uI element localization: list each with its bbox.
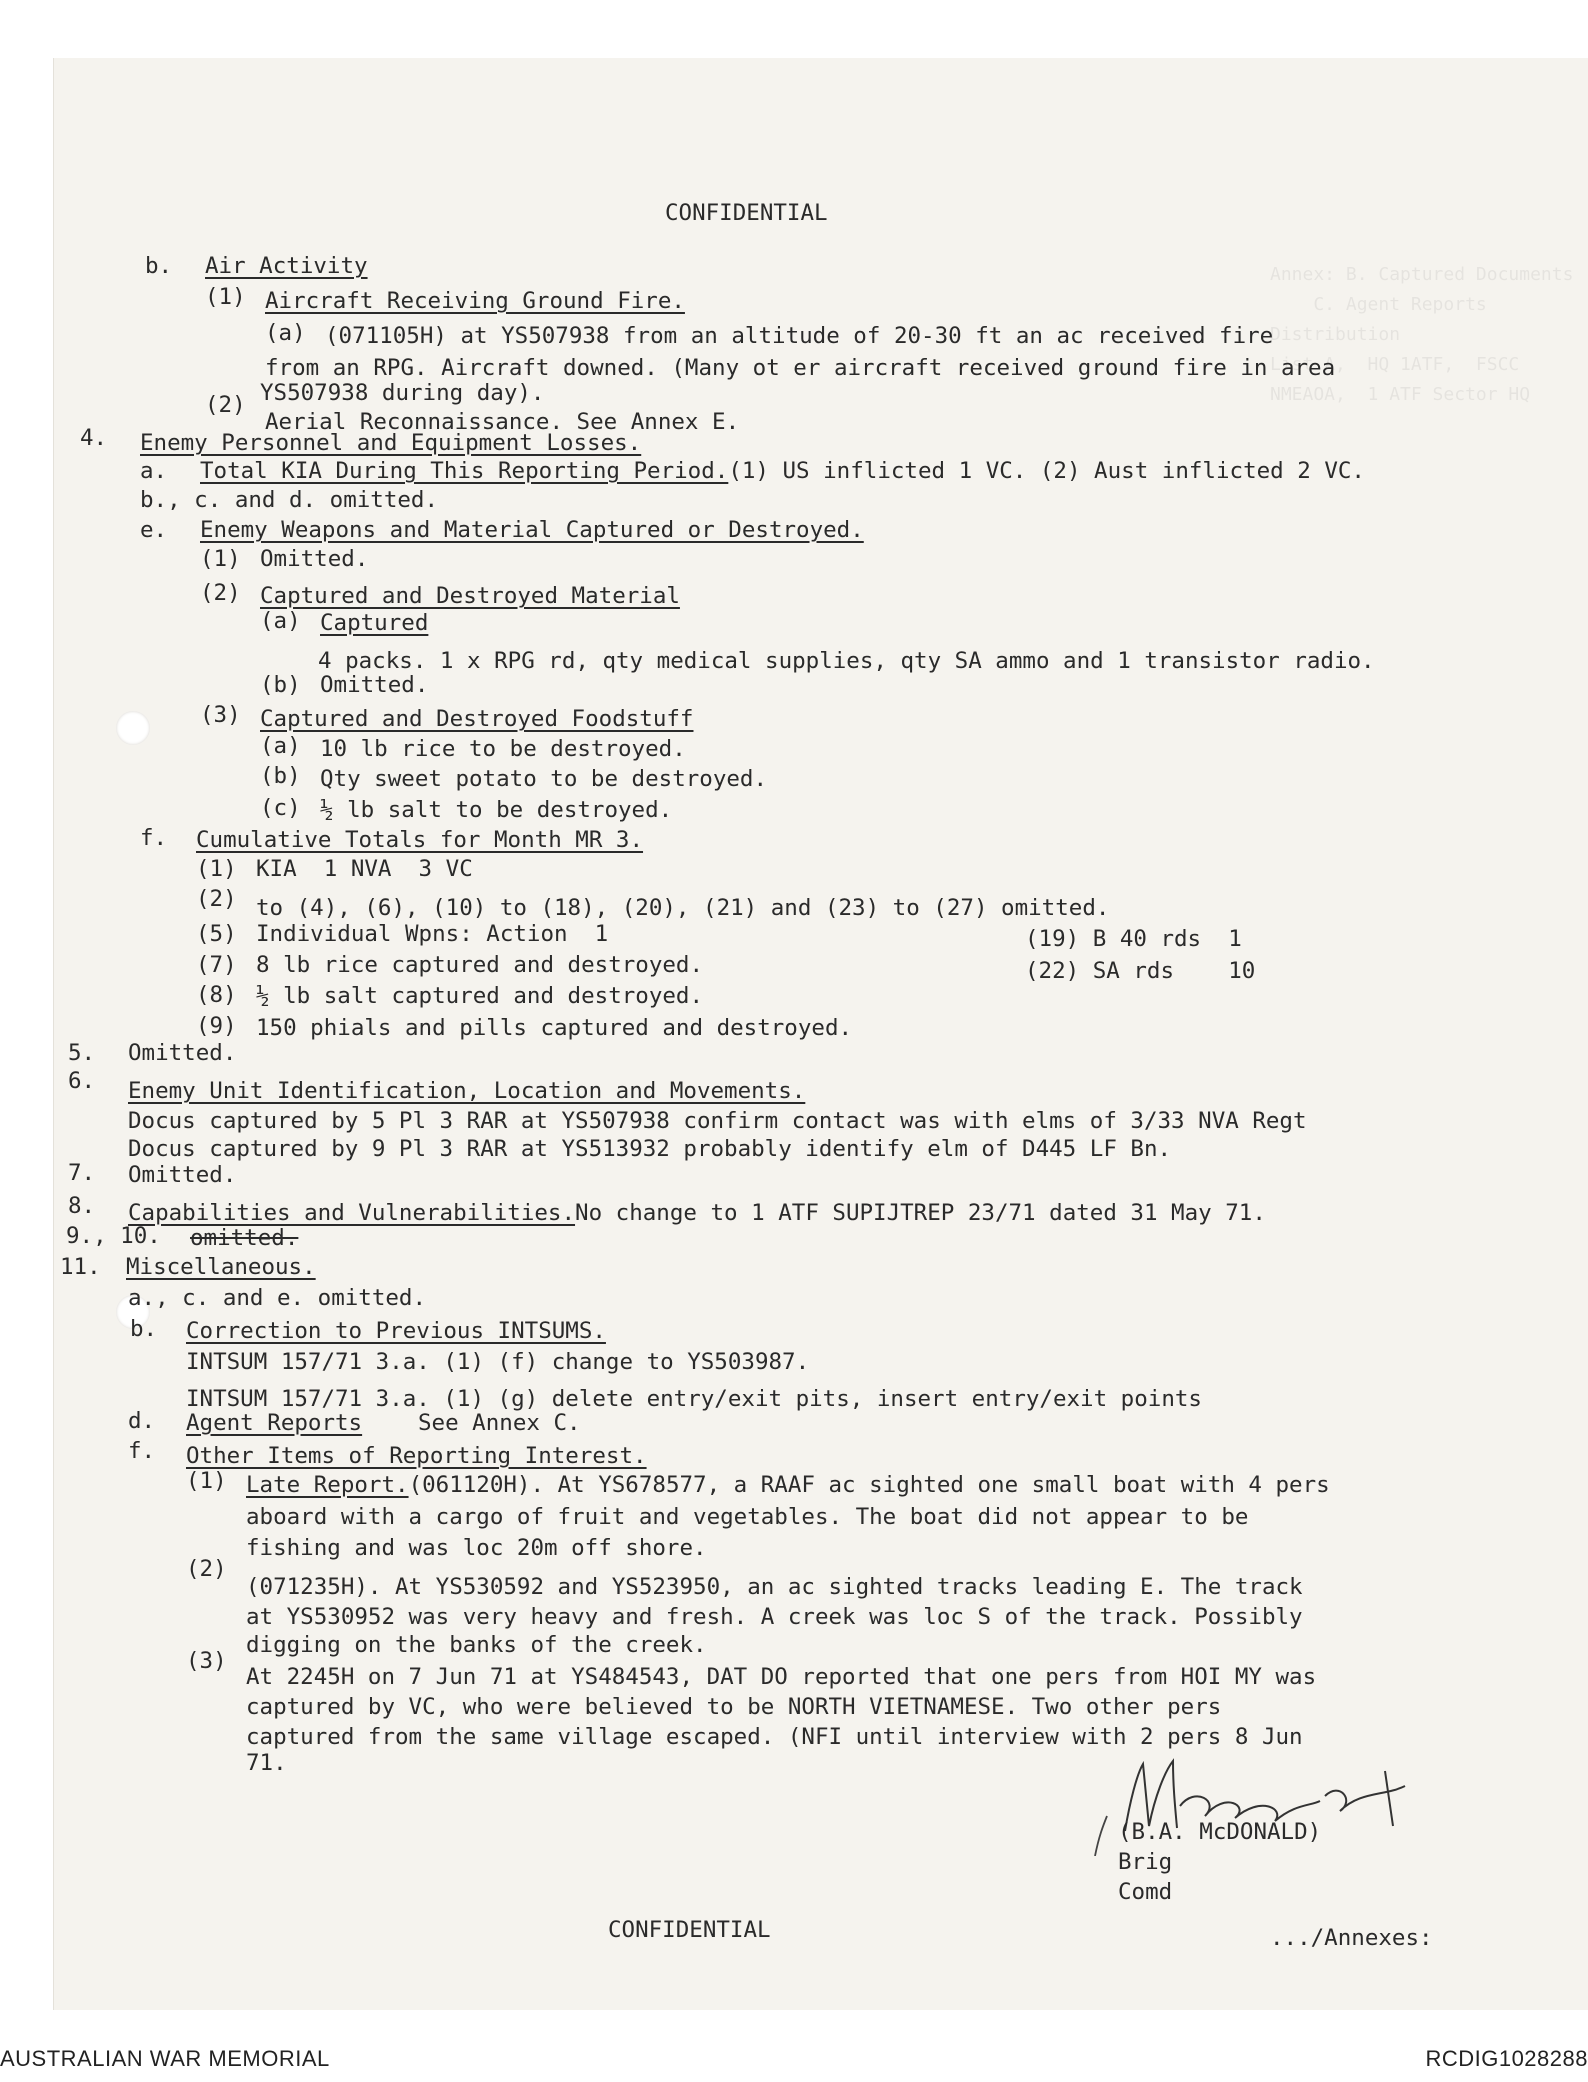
text-line: captured by VC, who were believed to be NORTH VIETNAMESE. Two other pers [246, 1694, 1222, 1720]
text-line: INTSUM 157/71 3.a. (1) (g) delete entry/exit pits, insert entry/exit points [186, 1386, 1202, 1412]
text-line: b., c. and d. omitted. [140, 487, 439, 513]
subsection-heading: Cumulative Totals for Month MR 3. [196, 827, 644, 853]
punch-hole [116, 711, 150, 745]
item-label: b. [145, 253, 173, 279]
item-label: (9) [196, 1013, 237, 1039]
item-label: d. [128, 1408, 156, 1434]
subsection-heading: Captured and Destroyed Material [260, 583, 680, 609]
text-line: Docus captured by 5 Pl 3 RAR at YS507938 confirm contact was with elms of 3/33 NVA Regt [128, 1108, 1307, 1134]
archive-reference: RCDIG1028288 [1425, 2046, 1588, 2071]
item-label: (a) [265, 320, 306, 346]
subsection-heading: Correction to Previous INTSUMS. [186, 1318, 606, 1344]
item-label: (a) [260, 608, 301, 634]
signatory-rank: Brig [1118, 1849, 1173, 1875]
text-line: aboard with a cargo of fruit and vegetables. The boat did not appear to be [246, 1504, 1249, 1530]
text-line: (1) US inflicted 1 VC. (2) Aust inflicted 2 VC. [728, 458, 1365, 484]
text-line: ½ lb salt to be destroyed. [320, 797, 673, 823]
text-line: (071105H) at YS507938 from an altitude of 20-30 ft an ac received fire [325, 323, 1274, 349]
item-label: a. [140, 458, 168, 484]
text-line: omitted. [190, 1225, 299, 1251]
item-label: (1) [205, 284, 246, 310]
footer-classification: CONFIDENTIAL [608, 1917, 771, 1943]
text-line: 150 phials and pills captured and destroyed. [256, 1015, 853, 1041]
text-line: Omitted. [128, 1040, 237, 1066]
section-heading: Miscellaneous. [126, 1254, 316, 1280]
text-line: 4 packs. 1 x RPG rd, qty medical supplies, qty SA ammo and 1 transistor radio. [318, 648, 1375, 674]
subsection-heading: Late Report. [246, 1472, 409, 1498]
bleed-through-text: Annex: B. Captured Documents C. Agent Reports Distribution List A, HQ 1ATF, FSCC NMEAOA, 1 ATF Sector HQ [1270, 264, 1574, 405]
text-line: 8 lb rice captured and destroyed. [256, 952, 704, 978]
item-label: (3) [200, 702, 241, 728]
text-line: Aerial Reconnaissance. See Annex E. [265, 409, 740, 435]
text-line: from an RPG. Aircraft downed. (Many ot er aircraft received ground fire in area [265, 355, 1336, 381]
text-line: YS507938 during day). [260, 380, 545, 406]
subsection-heading: Captured [320, 610, 429, 636]
text-line: INTSUM 157/71 3.a. (1) (f) change to YS503987. [186, 1349, 810, 1375]
text-line: to (4), (6), (10) to (18), (20), (21) and (23) to (27) omitted. [256, 895, 1110, 921]
text-line: fishing and was loc 20m off shore. [246, 1535, 707, 1561]
item-label: (c) [260, 795, 301, 821]
item-label: (2) [186, 1556, 227, 1582]
text-line: Docus captured by 9 Pl 3 RAR at YS513932 probably identify elm of D445 LF Bn. [128, 1136, 1172, 1162]
item-label: (1) [186, 1468, 227, 1494]
text-line: (061120H). At YS678577, a RAAF ac sighted one small boat with 4 pers [408, 1472, 1330, 1498]
text-line: a., c. and e. omitted. [128, 1285, 427, 1311]
text-line: Omitted. [320, 672, 429, 698]
item-label: (1) [196, 856, 237, 882]
subsection-heading: Aircraft Receiving Ground Fire. [265, 288, 685, 314]
subsection-heading: Other Items of Reporting Interest. [186, 1443, 647, 1469]
text-line: (22) SA rds 10 [1025, 958, 1256, 984]
item-label: 6. [68, 1068, 96, 1094]
annexes-continuation: .../Annexes: [1270, 1925, 1433, 1951]
item-label: (3) [186, 1648, 227, 1674]
text-line: KIA 1 NVA 3 VC [256, 856, 473, 882]
text-line: (071235H). At YS530592 and YS523950, an ac sighted tracks leading E. The track [246, 1574, 1303, 1600]
item-label: (a) [260, 733, 301, 759]
text-line: 10 lb rice to be destroyed. [320, 736, 686, 762]
text-line: digging on the banks of the creek. [246, 1632, 707, 1658]
item-label: 8. [68, 1193, 96, 1219]
item-label: (b) [260, 763, 301, 789]
section-heading: Enemy Personnel and Equipment Losses. [140, 430, 642, 456]
item-label: f. [128, 1438, 156, 1464]
text-line: captured from the same village escaped. (NFI until interview with 2 pers 8 Jun [246, 1724, 1303, 1750]
subsection-heading: Captured and Destroyed Foodstuff [260, 706, 694, 732]
text-line: Omitted. [128, 1162, 237, 1188]
text-line: at YS530952 was very heavy and fresh. A creek was loc S of the track. Possibly [246, 1604, 1303, 1630]
subsection-heading: Total KIA During This Reporting Period. [200, 458, 729, 484]
archive-name: AUSTRALIAN WAR MEMORIAL [0, 2046, 330, 2071]
item-label: f. [140, 825, 168, 851]
item-label: (2) [200, 580, 241, 606]
item-label: 5. [68, 1040, 96, 1066]
signatory-appointment: Comd [1118, 1879, 1173, 1905]
text-line: 71. [246, 1750, 287, 1776]
text-line: No change to 1 ATF SUPIJTREP 23/71 dated 31 May 71. [575, 1200, 1266, 1226]
text-line: At 2245H on 7 Jun 71 at YS484543, DAT DO reported that one pers from HOI MY was [246, 1664, 1317, 1690]
item-label: 9., 10. [66, 1223, 161, 1249]
section-heading: Air Activity [205, 253, 368, 279]
text-line: Individual Wpns: Action 1 [256, 921, 609, 947]
item-label: 11. [60, 1254, 101, 1280]
item-label: (2) [205, 392, 246, 418]
item-label: (b) [260, 672, 301, 698]
item-label: 4. [80, 425, 108, 451]
text-line: ½ lb salt captured and destroyed. [256, 983, 704, 1009]
item-label: (5) [196, 921, 237, 947]
subsection-heading: Enemy Weapons and Material Captured or Destroyed. [200, 517, 864, 543]
text-line: See Annex C. [418, 1410, 581, 1436]
section-heading: Enemy Unit Identification, Location and Movements. [128, 1078, 806, 1104]
item-label: (7) [196, 952, 237, 978]
section-heading: Capabilities and Vulnerabilities. [128, 1200, 576, 1226]
item-label: (1) [200, 546, 241, 572]
item-label: (8) [196, 982, 237, 1008]
signatory-name: (B.A. McDONALD) [1118, 1819, 1322, 1845]
item-label: (2) [196, 886, 237, 912]
subsection-heading: Agent Reports [186, 1410, 363, 1436]
item-label: b. [130, 1316, 158, 1342]
item-label: 7. [68, 1160, 96, 1186]
text-line: Omitted. [260, 546, 369, 572]
text-line: (19) B 40 rds 1 [1025, 926, 1242, 952]
item-label: e. [140, 517, 168, 543]
header-classification: CONFIDENTIAL [665, 200, 828, 226]
text-line: Qty sweet potato to be destroyed. [320, 766, 768, 792]
